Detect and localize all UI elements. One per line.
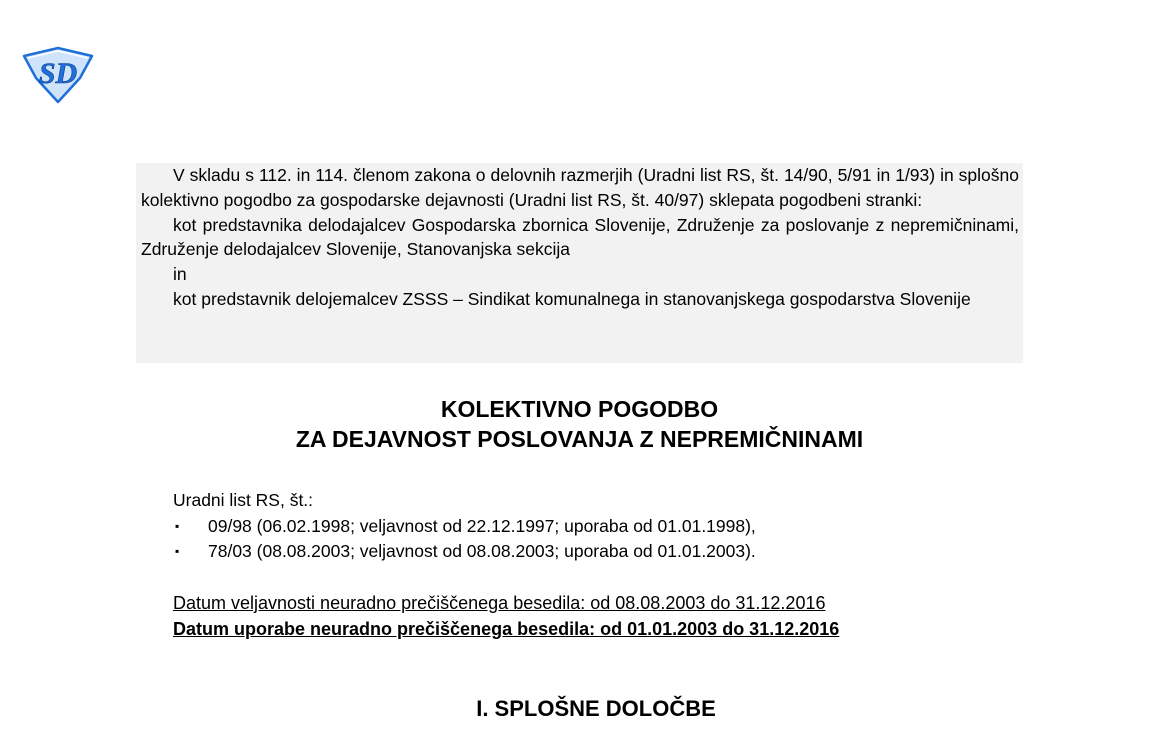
sd-logo-icon xyxy=(20,46,96,106)
gazette-item xyxy=(173,539,756,565)
preamble xyxy=(136,163,1023,363)
preamble-employers: kot predstavnika delodajalcev Gospodarska zbornica Slovenije, Združenje za poslovanje z nepremičninami, Združenje delodajalcev Slovenije, Stanovanjska sekcija xyxy=(141,214,1019,260)
preamble-employees: kot predstavnik delojemalcev ZSSS – Sindikat komunalnega in stanovanjskega gospodarstva Slovenije xyxy=(173,288,971,309)
validity-date-line: Datum veljavnosti neuradno prečiščenega besedila: od 08.08.2003 do 31.12.2016 xyxy=(173,593,826,613)
square-bullet-icon: ▪ xyxy=(175,518,180,533)
preamble-and: in xyxy=(173,264,187,285)
section-heading: I. SPLOŠNE DOLOČBE xyxy=(476,696,716,721)
title-line-2: ZA DEJAVNOST POSLOVANJA Z NEPREMIČNINAMI xyxy=(295,426,864,452)
preamble-legal-basis: V skladu s 112. in 114. členom zakona o delovnih razmerjih (Uradni list RS, št. 14/90, 5/91 in 1/93) in splošno kolektivno pogodbo za gospodarske dejavnosti (Uradni list RS, št. 40/97) sklepata pogodbeni stranki: xyxy=(141,165,1019,210)
square-bullet-icon: ▪ xyxy=(175,544,180,558)
svg-text:SD: SD xyxy=(38,57,78,90)
gazette-item xyxy=(173,514,756,540)
consolidation-dates xyxy=(173,590,839,642)
gazette-references xyxy=(173,488,756,565)
gazette-list xyxy=(173,514,756,565)
document-title xyxy=(136,394,1023,454)
gazette-item-text: 09/98 (06.02.1998; veljavnost od 22.12.1997; uporaba od 01.01.1998), xyxy=(208,515,756,536)
gazette-heading: Uradni list RS, št.: xyxy=(173,490,314,510)
title-line-1: KOLEKTIVNO POGODBO xyxy=(440,396,719,422)
application-date-line: Datum uporabe neuradno prečiščenega besedila: od 01.01.2003 do 31.12.2016 xyxy=(173,619,840,639)
gazette-item-text: 78/03 (08.08.2003; veljavnost od 08.08.2003; uporaba od 01.01.2003). xyxy=(208,541,756,561)
